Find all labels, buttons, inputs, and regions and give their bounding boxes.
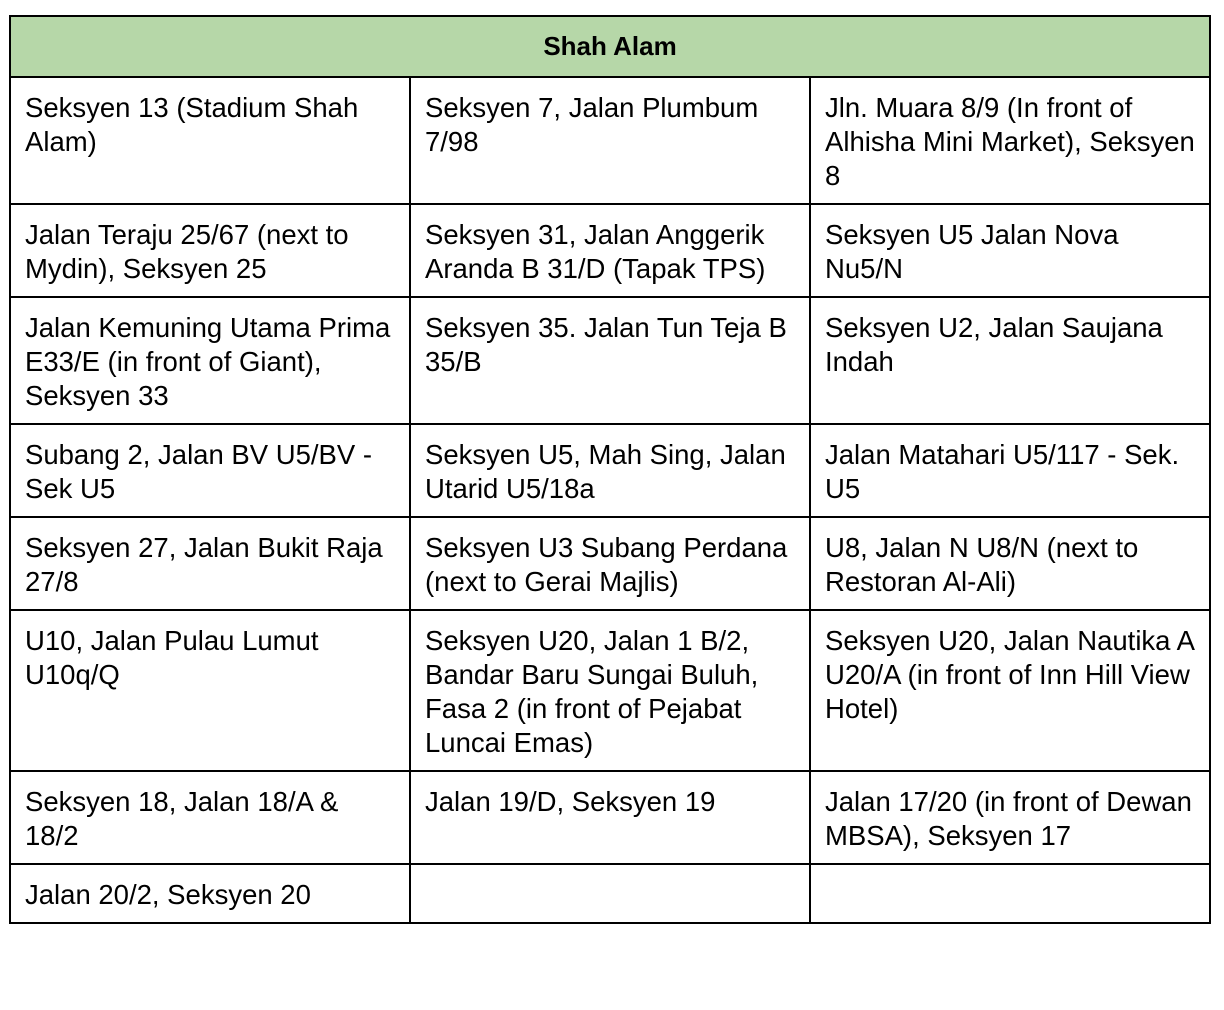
table-cell: Seksyen 35. Jalan Tun Teja B 35/B — [410, 297, 810, 424]
table-cell-empty — [410, 864, 810, 923]
table-row — [10, 77, 1210, 204]
table-cell: Seksyen 7, Jalan Plumbum 7/98 — [410, 77, 810, 204]
table-row — [10, 297, 1210, 424]
table-cell: Jalan Matahari U5/117 - Sek. U5 — [810, 424, 1210, 517]
table-cell: Jalan 19/D, Seksyen 19 — [410, 771, 810, 864]
table-row — [10, 771, 1210, 864]
table-cell: Seksyen U2, Jalan Saujana Indah — [810, 297, 1210, 424]
table-cell: Seksyen 13 (Stadium Shah Alam) — [10, 77, 410, 204]
table-row — [10, 864, 1210, 923]
table-cell: U8, Jalan N U8/N (next to Restoran Al-Ali) — [810, 517, 1210, 610]
table-cell: Jalan Teraju 25/67 (next to Mydin), Seksyen 25 — [10, 204, 410, 297]
table-cell: Subang 2, Jalan BV U5/BV - Sek U5 — [10, 424, 410, 517]
table-row — [10, 204, 1210, 297]
locations-table — [9, 15, 1211, 924]
table-cell: Seksyen U5, Mah Sing, Jalan Utarid U5/18a — [410, 424, 810, 517]
table-cell: Seksyen 27, Jalan Bukit Raja 27/8 — [10, 517, 410, 610]
table-cell: Jalan Kemuning Utama Prima E33/E (in front of Giant), Seksyen 33 — [10, 297, 410, 424]
table-cell: Jalan 20/2, Seksyen 20 — [10, 864, 410, 923]
table-cell: Seksyen 31, Jalan Anggerik Aranda B 31/D (Tapak TPS) — [410, 204, 810, 297]
table-row — [10, 517, 1210, 610]
table-cell: U10, Jalan Pulau Lumut U10q/Q — [10, 610, 410, 771]
table-cell: Jln. Muara 8/9 (In front of Alhisha Mini Market), Seksyen 8 — [810, 77, 1210, 204]
table-cell: Seksyen U20, Jalan Nautika A U20/A (in front of Inn Hill View Hotel) — [810, 610, 1210, 771]
table-cell: Seksyen U5 Jalan Nova Nu5/N — [810, 204, 1210, 297]
table-cell: Seksyen U3 Subang Perdana (next to Gerai Majlis) — [410, 517, 810, 610]
table-row — [10, 424, 1210, 517]
table-cell: Seksyen U20, Jalan 1 B/2, Bandar Baru Sungai Buluh, Fasa 2 (in front of Pejabat Luncai Emas) — [410, 610, 810, 771]
table-cell: Jalan 17/20 (in front of Dewan MBSA), Seksyen 17 — [810, 771, 1210, 864]
table-cell: Seksyen 18, Jalan 18/A & 18/2 — [10, 771, 410, 864]
table-header-row — [10, 16, 1210, 77]
table-cell-empty — [810, 864, 1210, 923]
table-row — [10, 610, 1210, 771]
table-title: Shah Alam — [10, 16, 1210, 77]
